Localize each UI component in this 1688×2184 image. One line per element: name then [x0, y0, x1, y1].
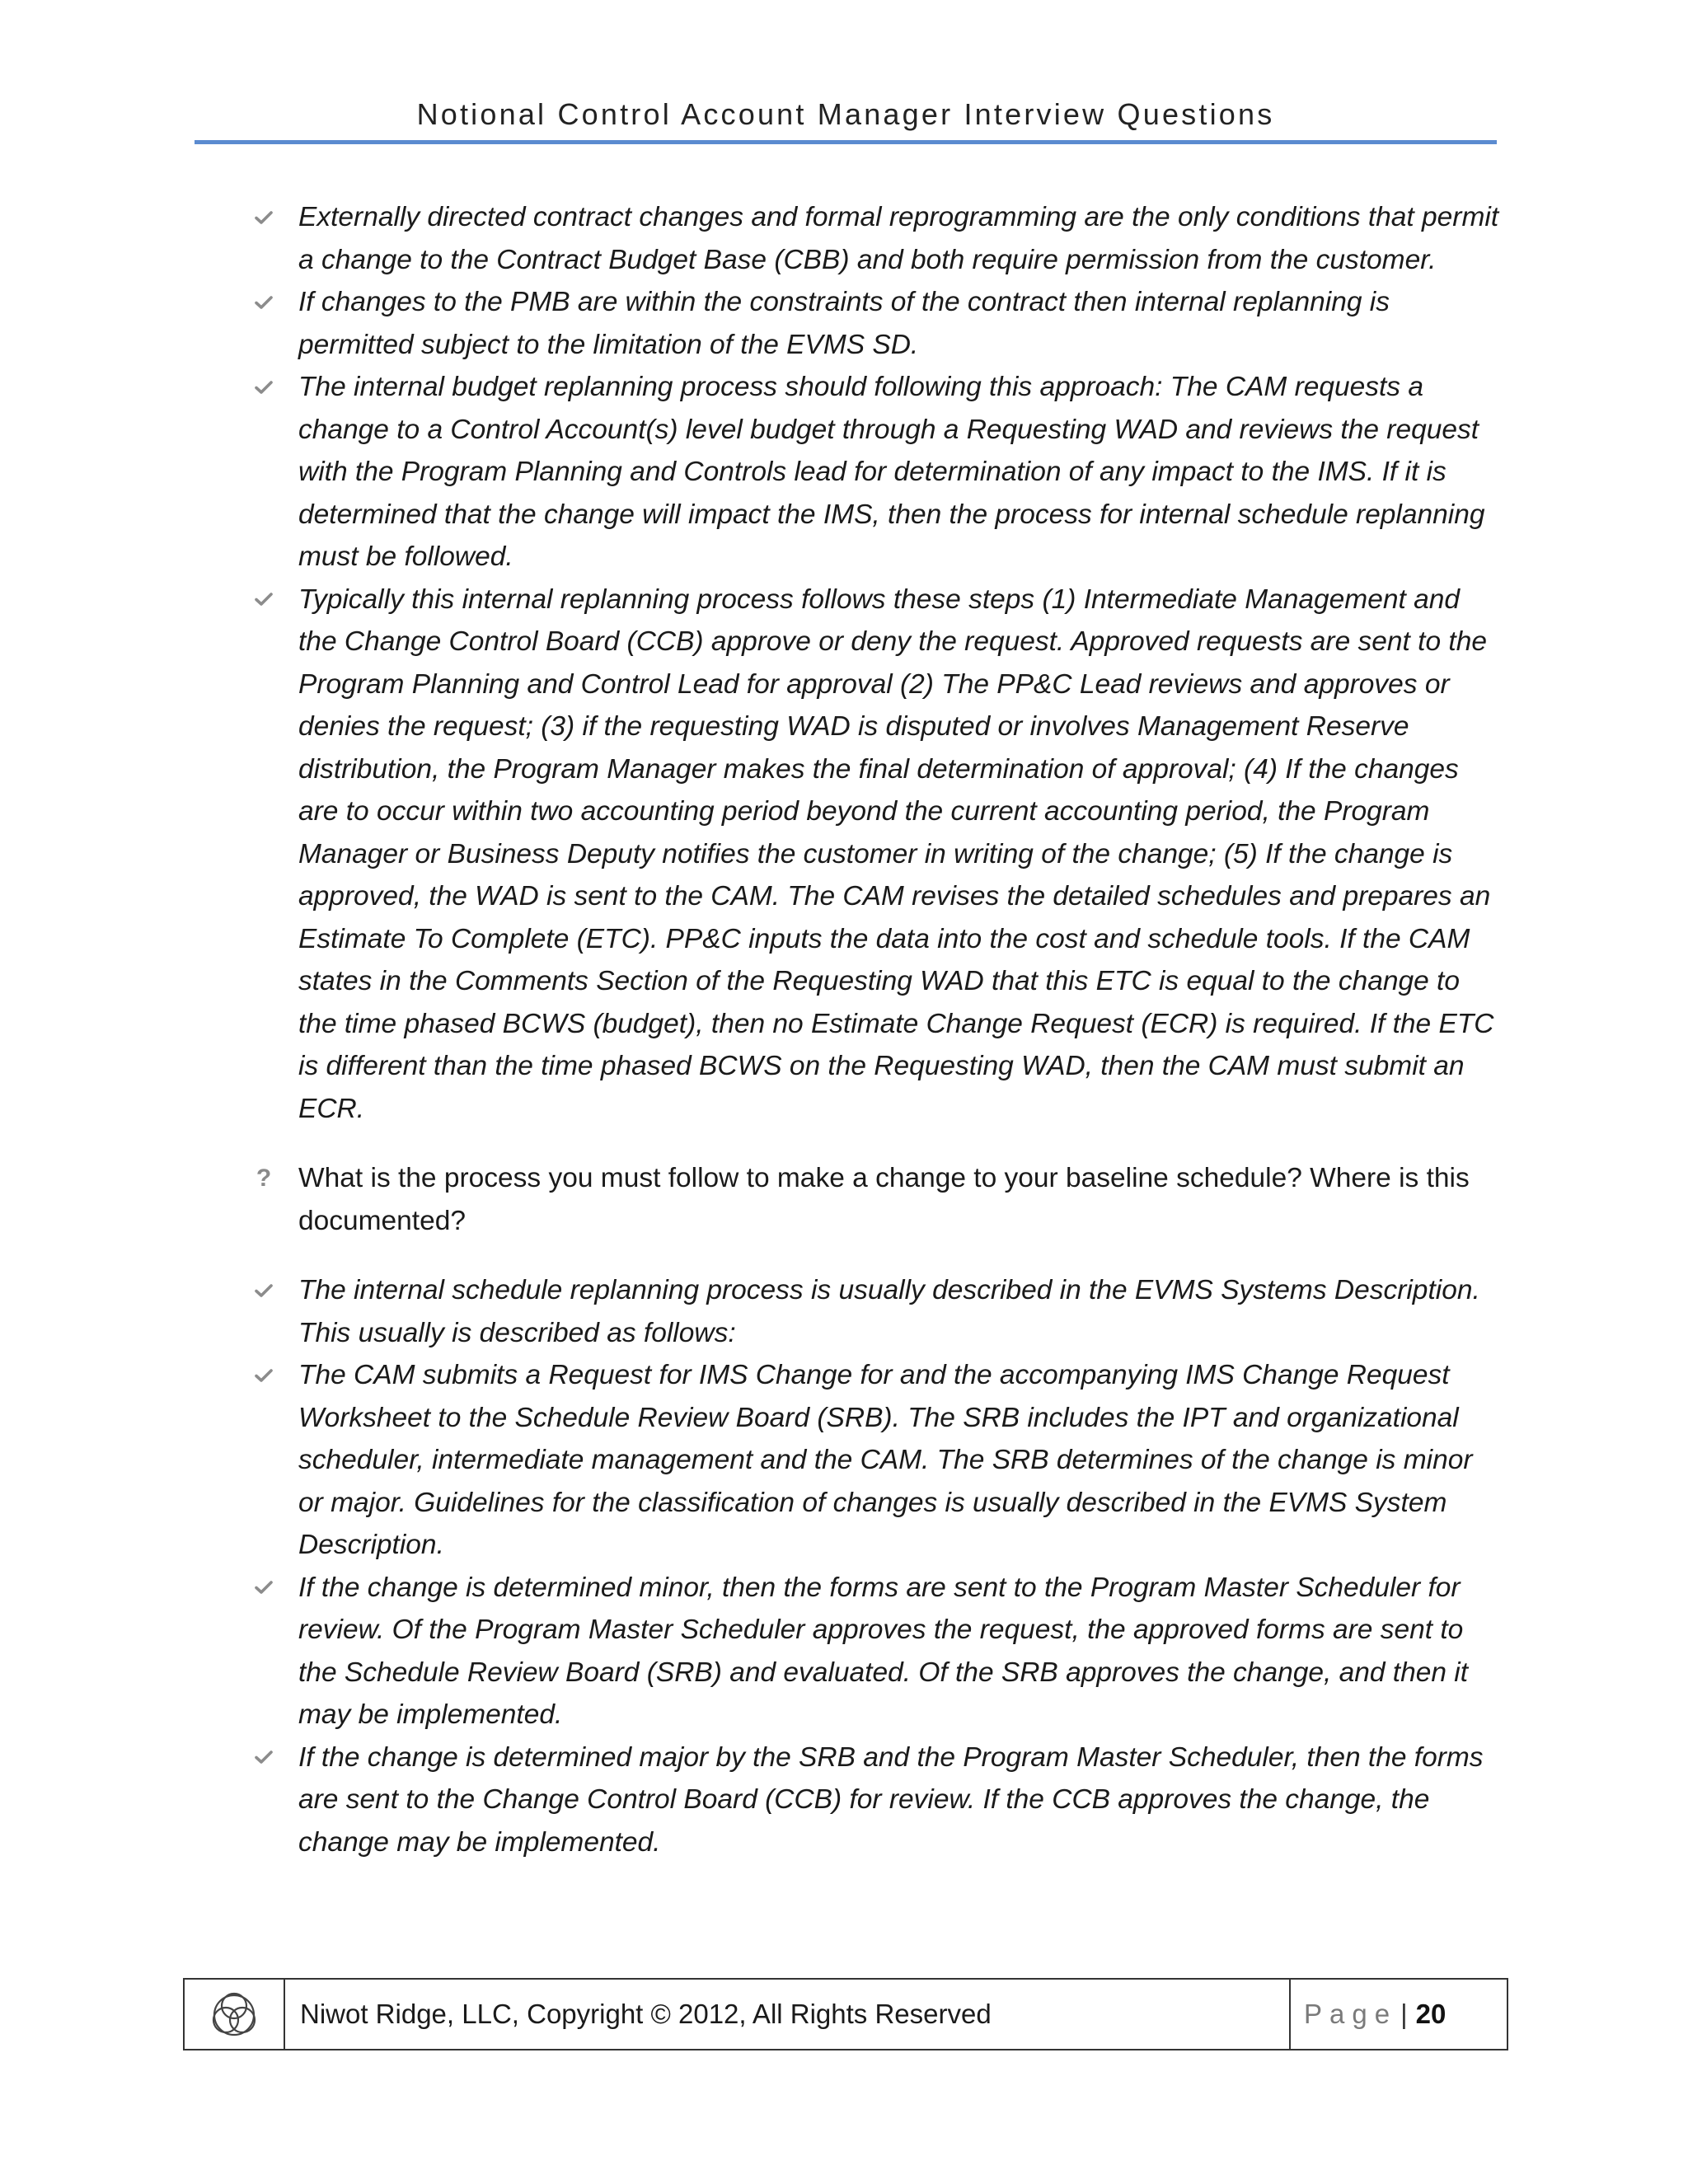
check-icon — [247, 1567, 280, 1609]
answer-text: If the change is determined major by the SRB and the Program Master Scheduler, then the forms are sent to the Change Control Board (CCB) for review. If the CCB approves the change, the change may be implemented. — [298, 1741, 1484, 1858]
check-icon — [247, 281, 280, 323]
question-item — [247, 1157, 1500, 1242]
page-title: Notional Control Account Manager Interview Questions — [416, 97, 1275, 131]
check-icon — [247, 1354, 280, 1396]
answer-item — [247, 579, 1500, 1131]
answer-item — [247, 1567, 1500, 1736]
answer-text: If changes to the PMB are within the constraints of the contract then internal replanning is permitted subject to the limitation of the EVMS SD. — [298, 287, 1390, 360]
page-footer — [183, 1978, 1508, 2050]
footer-page-indicator — [1289, 1980, 1507, 2049]
document-body — [247, 196, 1500, 1863]
check-icon — [247, 366, 280, 408]
interlocked-rings-logo-icon — [185, 1980, 285, 2049]
header-rule — [195, 140, 1497, 144]
check-icon — [247, 1269, 280, 1311]
question-mark-icon: ? — [256, 1164, 272, 1192]
check-icon — [247, 1736, 280, 1779]
page-number: 20 — [1415, 1999, 1447, 2029]
check-icon — [247, 196, 280, 238]
answer-text: The CAM submits a Request for IMS Change for and the accompanying IMS Change Request Worksheet to the Schedule Review Board (SRB). The SRB includes the IPT and organizational scheduler, intermediate management and the CAM. The SRB determines of the change is minor or major. Guidelines for the classification of changes is usually described in the EVMS System Description. — [298, 1360, 1473, 1560]
answer-text: The internal budget replanning process should following this approach: The CAM requests a change to a Control Account(s) level budget through a Requesting WAD and reviews the request with the Program Planning and Controls lead for determination of any impact to the IMS. If it is determined that the change will impact the IMS, then the process for internal schedule replanning must be followed. — [298, 372, 1485, 572]
answer-item — [247, 1736, 1500, 1864]
check-icon — [247, 579, 280, 621]
answer-text: The internal schedule replanning process is usually described in the EVMS Systems Description. This usually is described as follows: — [298, 1275, 1480, 1348]
page-label: Page — [1304, 1999, 1398, 2029]
answer-text: Externally directed contract changes and formal reprogramming are the only conditions that permit a change to the Contract Budget Base (CBB) and both require permission from the customer. — [298, 202, 1499, 275]
answer-text: If the change is determined minor, then the forms are sent to the Program Master Scheduler for review. Of the Program Master Scheduler approves the request, the approved forms are sent to the Schedule Review Board (SRB) and evaluated. Of the SRB approves the change, and then it may be implemented. — [298, 1572, 1469, 1730]
page-separator: | — [1400, 1999, 1408, 2029]
answer-item — [247, 196, 1500, 281]
question-text: What is the process you must follow to make a change to your baseline schedule? Where is this documented? — [298, 1163, 1470, 1236]
answer-item — [247, 1354, 1500, 1567]
answer-item — [247, 281, 1500, 366]
answer-item — [247, 1269, 1500, 1354]
footer-copyright: Niwot Ridge, LLC, Copyright © 2012, All Rights Reserved — [300, 1999, 992, 2029]
answer-text: Typically this internal replanning process follows these steps (1) Intermediate Management and the Change Control Board (CCB) approve or deny the request. Approved requests are sent to the Program Planning and Control Lead for approval (2) The PP&C Lead reviews and approves or denies the request; (3) if the requesting WAD is disputed or involves Management Reserve distribution, the Program Manager makes the final determination of approval; (4) If the changes are to occur within two accounting period beyond the current accounting period, the Program Manager or Business Deputy notifies the customer in writing of the change; (5) If the change is approved, the WAD is sent to the CAM. The CAM revises the detailed schedules and prepares an Estimate To Complete (ETC). PP&C inputs the data into the cost and schedule tools. If the CAM states in the Comments Section of the Requesting WAD that this ETC is equal to the change to the time phased BCWS (budget), then no Estimate Change Request (ECR) is required. If the ETC is different than the time phased BCWS on the Requesting WAD, then the CAM must submit an ECR. — [298, 583, 1494, 1124]
answer-item — [247, 366, 1500, 579]
